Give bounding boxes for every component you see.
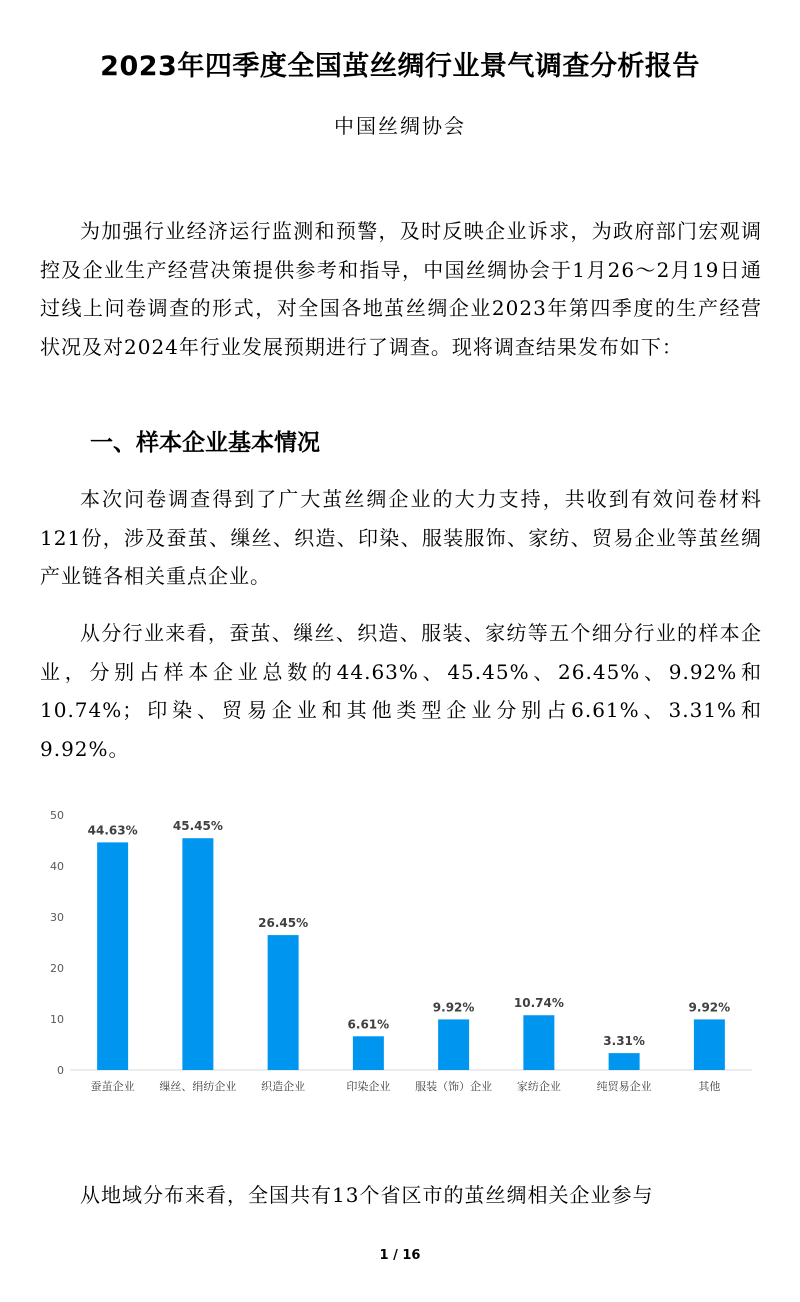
x-tick-label: 织造企业 — [261, 1080, 306, 1093]
x-tick-label: 其他 — [698, 1080, 721, 1093]
organization-name: 中国丝绸协会 — [334, 114, 466, 138]
document-title: 2023年四季度全国茧丝绸行业景气调查分析报告 — [100, 51, 700, 82]
section-heading: 一、样本企业基本情况 — [90, 430, 320, 456]
industry-share-bar-chart — [40, 800, 760, 1100]
bar-7 — [609, 1053, 640, 1070]
bar-8 — [694, 1019, 725, 1070]
data-label: 9.92% — [688, 1000, 731, 1015]
y-tick-label: 0 — [57, 1064, 64, 1077]
x-tick-label: 纯贸易企业 — [596, 1080, 652, 1093]
data-label: 44.63% — [87, 823, 138, 838]
x-tick-label: 缫丝、绢纺企业 — [159, 1080, 237, 1093]
y-tick-label: 40 — [50, 860, 64, 873]
bar-3 — [268, 935, 299, 1070]
y-tick-label: 30 — [50, 911, 64, 924]
data-label: 45.45% — [172, 819, 223, 834]
bar-1 — [97, 842, 128, 1070]
data-label: 10.74% — [513, 996, 564, 1011]
bar-2 — [182, 838, 213, 1070]
data-label: 9.92% — [432, 1000, 475, 1015]
data-label: 6.61% — [347, 1017, 390, 1032]
y-tick-label: 50 — [50, 809, 64, 822]
x-tick-label: 蚕茧企业 — [90, 1080, 135, 1093]
x-tick-label: 家纺企业 — [516, 1080, 561, 1093]
bar-6 — [523, 1015, 554, 1070]
data-label: 26.45% — [258, 916, 309, 931]
intro-paragraph: 为加强行业经济运行监测和预警，及时反映企业诉求，为政府部门宏观调控及企业生产经营决策提供参考和指导，中国丝绸协会于1月26～2月19日通过线上问卷调查的形式，对全国各地茧丝绸企业2023年第四季度的生产经营状况及对2024年行业发展预期进行了调查。现将调查结果发布如下： — [40, 219, 762, 359]
industry-paragraph: 从分行业来看，蚕茧、缫丝、织造、服装、家纺等五个细分行业的样本企业，分别占样本企业总数的44.63%、45.45%、26.45%、9.92%和10.74%；印染、贸易企业和其他类型企业分别占6.61%、3.31%和9.92%。 — [40, 621, 762, 761]
page-number: 1 / 16 — [379, 1248, 421, 1263]
x-tick-label: 服装（饰）企业 — [415, 1080, 493, 1093]
y-tick-label: 20 — [50, 962, 64, 975]
bar-5 — [438, 1019, 469, 1070]
y-tick-label: 10 — [50, 1013, 64, 1026]
sample-paragraph: 本次问卷调查得到了广大茧丝绸企业的大力支持，共收到有效问卷材料121份，涉及蚕茧、缫丝、织造、印染、服装服饰、家纺、贸易企业等茧丝绸产业链各相关重点企业。 — [40, 487, 762, 588]
x-tick-label: 印染企业 — [346, 1080, 391, 1093]
data-label: 3.31% — [603, 1034, 645, 1049]
bar-4 — [353, 1036, 384, 1070]
region-paragraph: 从地域分布来看，全国共有13个省区市的茧丝绸相关企业参与 — [80, 1183, 654, 1207]
